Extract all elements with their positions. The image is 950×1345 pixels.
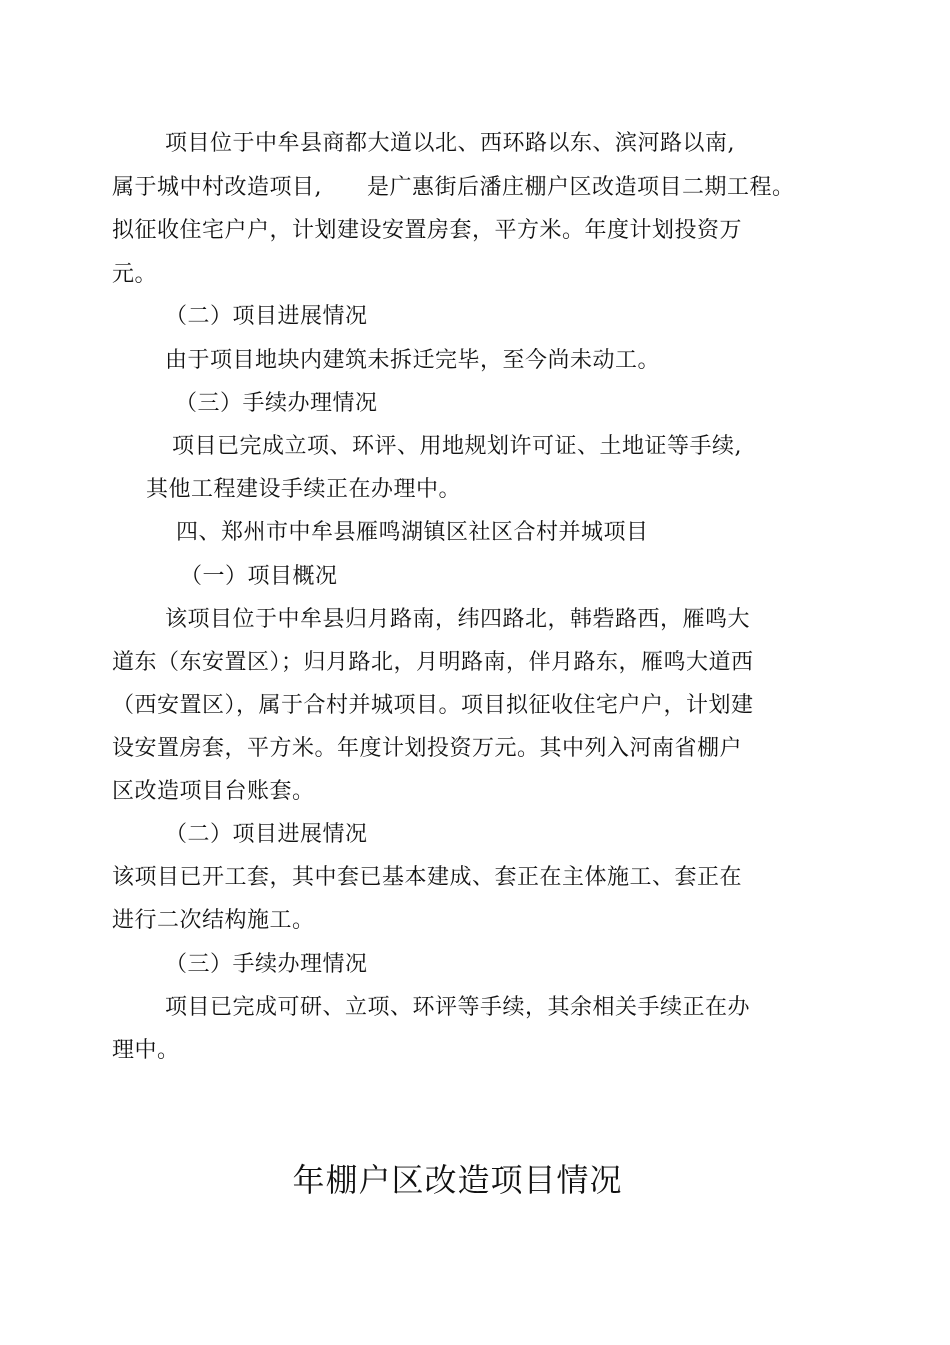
paragraph-line: 进行二次结构施工。 — [112, 908, 315, 933]
paragraph-line: 项目已完成可研、立项、环评等手续，其余相关手续正在办 — [165, 995, 751, 1020]
paragraph-line: 项目位于中牟县商都大道以北、西环路以东、滨河路以南, — [165, 131, 735, 156]
paragraph-line: （西安置区），属于合村并城项目。项目拟征收住宅户户，计划建 — [112, 693, 754, 718]
section-heading: （二）项目进展情况 — [165, 822, 368, 847]
paragraph-line: 拟征收住宅户户，计划建设安置房套，平方米。年度计划投资万 — [112, 218, 743, 243]
paragraph-line: 道东（东安置区）；归月路北，月明路南，伴月路东，雁鸣大道西 — [112, 650, 754, 675]
paragraph-line: 其他工程建设手续正在办理中。 — [146, 477, 462, 502]
project-heading: 四、郑州市中牟县雁鸣湖镇区社区合村并城项目 — [176, 520, 649, 545]
paragraph-line: 该项目位于中牟县归月路南，纬四路北，韩砦路西，雁鸣大 — [165, 607, 751, 632]
paragraph-line: 由于项目地块内建筑未拆迁完毕，至今尚未动工。 — [165, 348, 661, 373]
section-heading: （三）手续办理情况 — [165, 952, 368, 977]
section-heading: （三）手续办理情况 — [175, 391, 378, 416]
section-heading: （二）项目进展情况 — [165, 304, 368, 329]
document-title: 年棚户区改造项目情况 — [292, 1161, 623, 1199]
paragraph-line: 元。 — [112, 262, 158, 287]
paragraph-line: 项目已完成立项、环评、用地规划许可证、土地证等手续, — [172, 434, 742, 459]
paragraph-line: 该项目已开工套，其中套已基本建成、套正在主体施工、套正在 — [112, 865, 743, 890]
paragraph-line: 区改造项目台账套。 — [112, 779, 315, 804]
paragraph-line: 设安置房套，平方米。年度计划投资万元。其中列入河南省棚户 — [112, 736, 743, 761]
section-heading: （一）项目概况 — [180, 564, 338, 589]
paragraph-line: 属于城中村改造项目, 是广惠街后潘庄棚户区改造项目二期工程。 — [112, 175, 795, 200]
paragraph-line: 理中。 — [112, 1038, 180, 1063]
